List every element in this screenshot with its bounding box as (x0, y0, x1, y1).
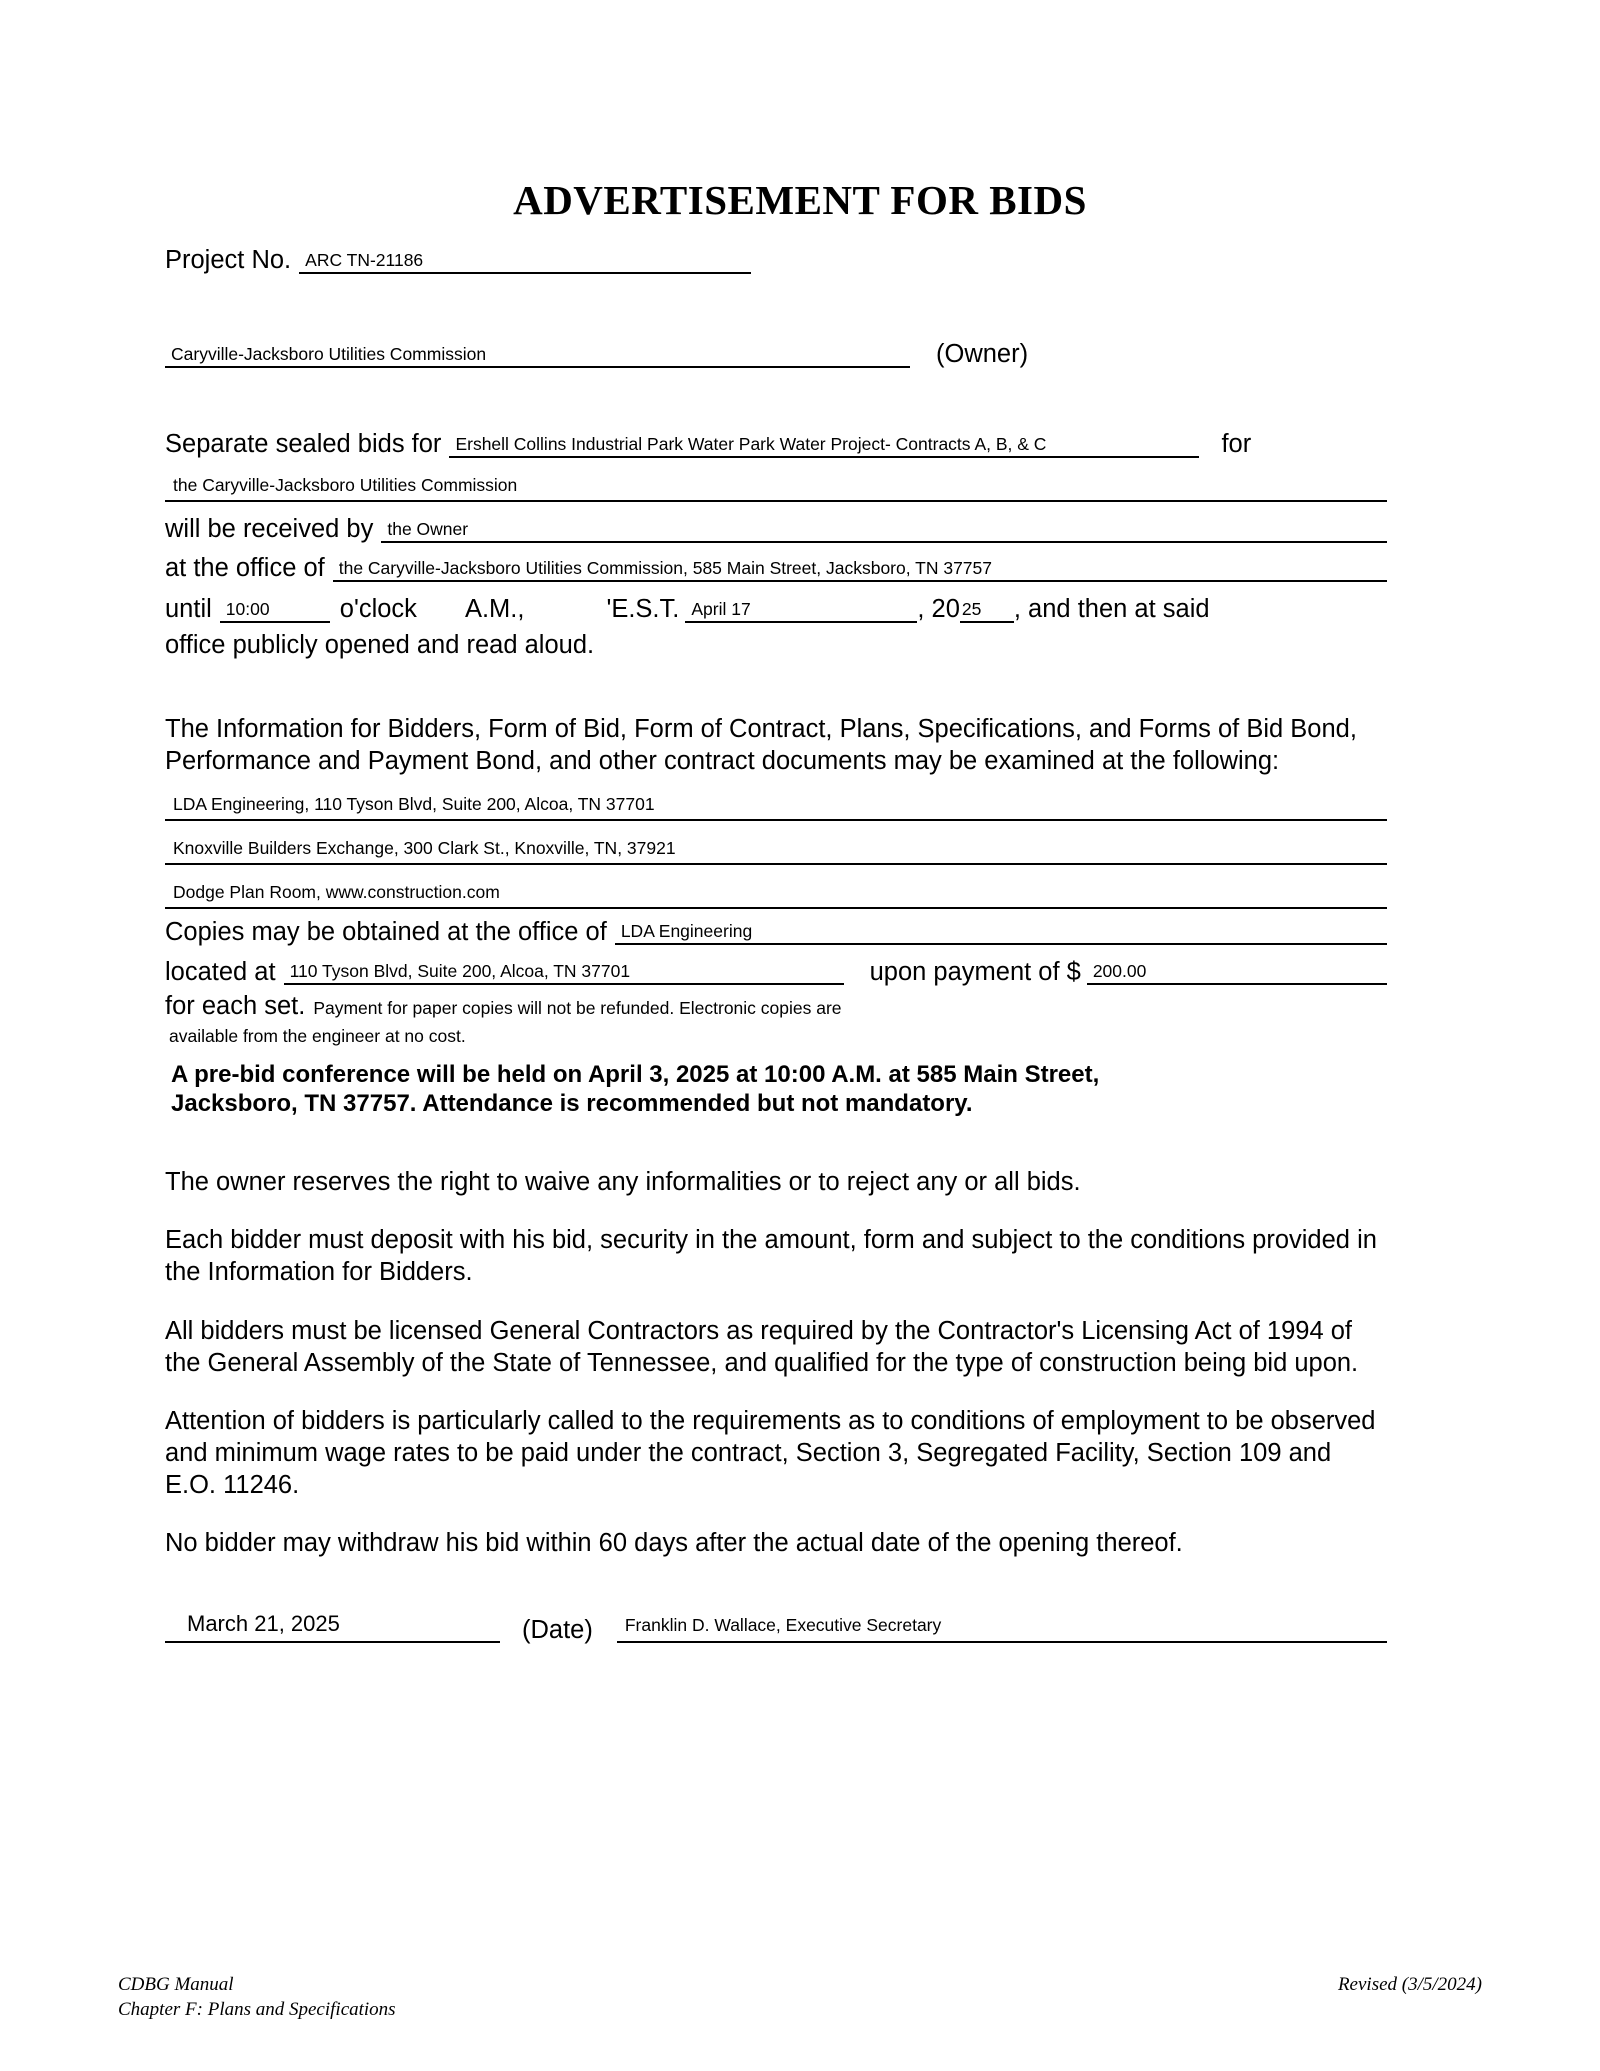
examine-location-3-value: Dodge Plan Room, www.construction.com (173, 882, 500, 903)
sealed-bids-for-label: for (1221, 430, 1252, 459)
until-tail-label: , and then at said (1013, 595, 1210, 624)
until-time-value: 10:00 (225, 598, 270, 619)
examine-location-1-value: LDA Engineering, 110 Tyson Blvd, Suite 200, Alcoa, TN 37701 (173, 794, 655, 815)
footer-chapter: Chapter F: Plans and Specifications (118, 1999, 396, 2021)
until-date-field[interactable] (685, 592, 917, 623)
project-number-field[interactable] (299, 243, 751, 274)
received-by-label: will be received by (165, 515, 374, 544)
copies-obtained-label: Copies may be obtained at the office of (165, 917, 607, 946)
each-set-label: for each set. (165, 992, 306, 1021)
prebid-line-2: Jacksboro, TN 37757. Attendance is recommended but not mandatory. (171, 1089, 973, 1117)
date-caption-label: (Date) (522, 1615, 593, 1644)
owner-value: Caryville-Jacksboro Utilities Commission (171, 343, 487, 364)
located-at-label: located at (165, 957, 276, 986)
received-by-field[interactable] (381, 510, 1387, 543)
located-at-row (165, 953, 1387, 985)
meridiem-label: A.M., (464, 595, 525, 624)
payment-value: 200.00 (1092, 960, 1147, 981)
examine-location-1[interactable] (165, 783, 1387, 821)
bid-project-field[interactable] (449, 426, 1199, 458)
examine-location-3[interactable] (165, 871, 1387, 909)
examine-location-2-value: Knoxville Builders Exchange, 300 Clark St., Knoxville, TN, 37921 (173, 838, 676, 859)
examine-paragraph: The Information for Bidders, Form of Bid, Form of Contract, Plans, Specifications, and Forms of Bid Bond, Performance and Payment Bond, and other contract documents may be examined at the following: (165, 715, 1357, 776)
each-set-row (165, 993, 1387, 1020)
owner-row (165, 334, 1387, 368)
timezone-label: 'E.S.T. (606, 595, 680, 624)
office-field[interactable] (333, 549, 1387, 582)
payment-label: upon payment of $ (869, 957, 1081, 986)
signature-date-field[interactable] (165, 1607, 500, 1643)
project-number-row (165, 243, 1387, 274)
until-year-value: 25 (961, 598, 982, 619)
copies-office-field[interactable] (615, 913, 1387, 945)
until-year-field[interactable] (960, 592, 1014, 623)
footer-revised: Revised (3/5/2024) (1337, 1973, 1482, 1995)
page-footer (118, 1972, 1482, 2023)
copies-obtained-row (165, 913, 1387, 945)
until-time-field[interactable] (220, 592, 330, 623)
payment-field[interactable] (1087, 953, 1387, 985)
paragraph-wage-requirements: Attention of bidders is particularly called to the requirements as to conditions of employment to be observed and minimum wage rates to be paid under the contract, Section 3, Segregated Facility, Section 109 and E.O. 11246. (165, 1406, 1376, 1500)
owner-suffix-label: (Owner) (936, 340, 1029, 369)
until-label: until (165, 595, 212, 624)
signature-date-value: March 21, 2025 (187, 1611, 340, 1637)
document-body (165, 243, 1387, 1643)
year-prefix-label: , 20 (917, 595, 960, 624)
paragraph-waive-informalities: The owner reserves the right to waive any informalities or to reject any or all bids. (165, 1168, 1081, 1197)
bids-owner-line[interactable] (165, 466, 1387, 502)
footer-manual: CDBG Manual (118, 1973, 234, 1995)
copies-office-value: LDA Engineering (620, 920, 753, 941)
project-number-label: Project No. (165, 246, 292, 275)
refund-note-2: available from the engineer at no cost. (169, 1026, 466, 1047)
footer-left (118, 1972, 396, 2023)
prebid-line-1: A pre-bid conference will be held on April 3, 2025 at 10:00 A.M. at 585 Main Street, (171, 1060, 1100, 1088)
bids-owner-value: the Caryville-Jacksboro Utilities Commission (173, 475, 518, 495)
refund-note: Payment for paper copies will not be refunded. Electronic copies are (313, 998, 842, 1019)
oclock-label: o'clock (339, 595, 417, 624)
examine-location-2[interactable] (165, 827, 1387, 865)
paragraph-withdraw-bid: No bidder may withdraw his bid within 60 days after the actual date of the opening thereof. (165, 1529, 1183, 1558)
sealed-bids-label: Separate sealed bids for (165, 430, 442, 459)
office-label: at the office of (165, 554, 325, 583)
paragraph-bid-security: Each bidder must deposit with his bid, security in the amount, form and subject to the conditions provided in the Information for Bidders. (165, 1226, 1377, 1287)
office-row (165, 549, 1387, 582)
until-second-line: office publicly opened and read aloud. (165, 631, 595, 659)
received-by-row (165, 510, 1387, 543)
office-value: the Caryville-Jacksboro Utilities Commission, 585 Main Street, Jacksboro, TN 37757 (338, 557, 993, 578)
bid-project-value: Ershell Collins Industrial Park Water Park Water Project- Contracts A, B, & C (455, 433, 1047, 454)
until-row (165, 592, 1387, 623)
located-at-value: 110 Tyson Blvd, Suite 200, Alcoa, TN 37701 (289, 960, 631, 981)
signature-name-field[interactable] (617, 1607, 1387, 1643)
owner-field[interactable] (165, 334, 910, 368)
signature-name-value: Franklin D. Wallace, Executive Secretary (624, 1615, 942, 1636)
located-at-field[interactable] (284, 953, 844, 985)
project-number-value: ARC TN-21186 (305, 249, 424, 270)
until-date-value: April 17 (691, 598, 751, 619)
paragraph-licensed-contractors: All bidders must be licensed General Contractors as required by the Contractor's Licensing Act of 1994 of the General Assembly of the State of Tennessee, and qualified for the type of construction being bid upon. (165, 1316, 1359, 1377)
signature-row (165, 1607, 1387, 1643)
sealed-bids-row (165, 426, 1387, 458)
page-title: ADVERTISEMENT FOR BIDS (513, 177, 1087, 223)
received-by-value: the Owner (387, 518, 469, 539)
